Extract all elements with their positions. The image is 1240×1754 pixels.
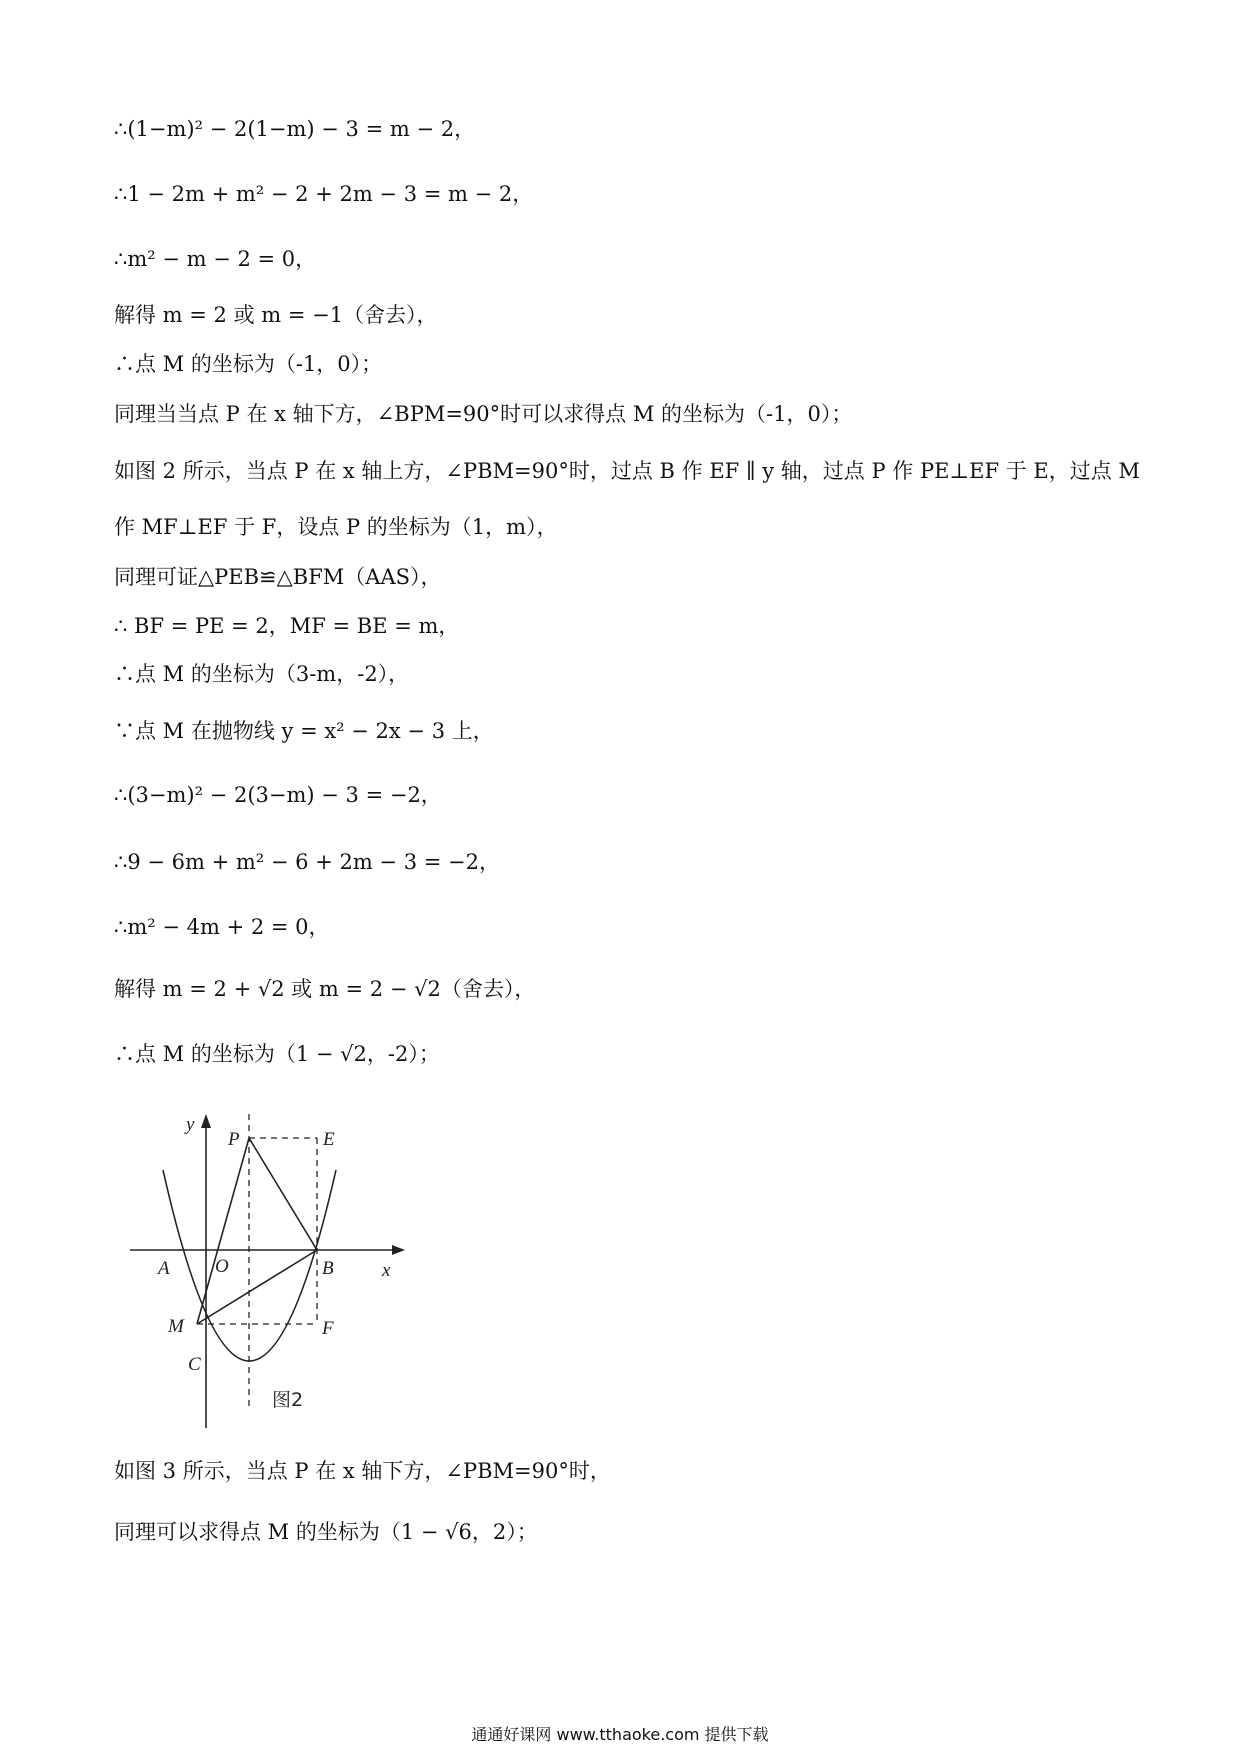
label-y: y <box>186 1114 195 1135</box>
parabola-curve <box>163 1170 336 1361</box>
text-line: ∴(1−m)² − 2(1−m) − 3 = m − 2， <box>114 117 476 141</box>
label-m: M <box>168 1316 184 1337</box>
text-line: 如图 2 所示，当点 P 在 x 轴上方，∠PBM=90°时，过点 B 作 EF ∥ y 轴，过点 P 作 PE⊥EF 于 E，过点 M <box>114 459 1140 483</box>
page-footer: 通通好课网 www.tthaoke.com 提供下载 <box>471 1725 769 1744</box>
text-line: ∴m² − 4m + 2 = 0， <box>114 915 330 939</box>
text-line: 同理可以求得点 M 的坐标为（1 − √6，2）； <box>114 1520 538 1544</box>
y-axis-arrow <box>201 1114 211 1128</box>
text-line: ∴ BF = PE = 2，MF = BE = m， <box>114 614 460 638</box>
segment-pb <box>249 1138 317 1250</box>
label-o: O <box>215 1256 229 1277</box>
label-e: E <box>323 1129 335 1150</box>
text-line: ∴1 − 2m + m² − 2 + 2m − 3 = m − 2， <box>114 182 534 206</box>
text-line: 解得 m = 2 + √2 或 m = 2 − √2（舍去）， <box>114 977 536 1001</box>
x-axis-arrow <box>392 1245 405 1255</box>
text-line: ∴点 M 的坐标为（3-m，-2）， <box>114 662 410 686</box>
label-x: x <box>382 1260 391 1281</box>
text-line: 作 MF⊥EF 于 F，设点 P 的坐标为（1，m）， <box>114 515 558 539</box>
text-line: ∴9 − 6m + m² − 6 + 2m − 3 = −2， <box>114 850 500 874</box>
text-line: 同理可证△PEB≌△BFM（AAS）， <box>114 565 442 589</box>
figure-caption: 图2 <box>272 1389 304 1411</box>
text-line: ∴(3−m)² − 2(3−m) − 3 = −2， <box>114 783 442 807</box>
figure-2 <box>120 1108 420 1428</box>
text-line: ∵点 M 在抛物线 y = x² − 2x − 3 上， <box>114 719 494 743</box>
text-line: 解得 m = 2 或 m = −1（舍去）， <box>114 303 438 327</box>
label-f: F <box>322 1318 334 1339</box>
text-line: ∴m² − m − 2 = 0， <box>114 247 317 271</box>
text-line: ∴点 M 的坐标为（-1，0）； <box>114 352 383 376</box>
text-line: ∴点 M 的坐标为（1 − √2，-2）； <box>114 1042 440 1066</box>
label-b: B <box>322 1258 334 1279</box>
text-line: 如图 3 所示，当点 P 在 x 轴下方，∠PBM=90°时， <box>114 1459 611 1483</box>
label-c: C <box>188 1354 201 1375</box>
text-line: 同理当当点 P 在 x 轴下方，∠BPM=90°时可以求得点 M 的坐标为（-1，0）； <box>114 402 853 426</box>
label-p: P <box>228 1129 240 1150</box>
parabola-diagram <box>120 1108 420 1428</box>
label-a: A <box>158 1258 170 1279</box>
